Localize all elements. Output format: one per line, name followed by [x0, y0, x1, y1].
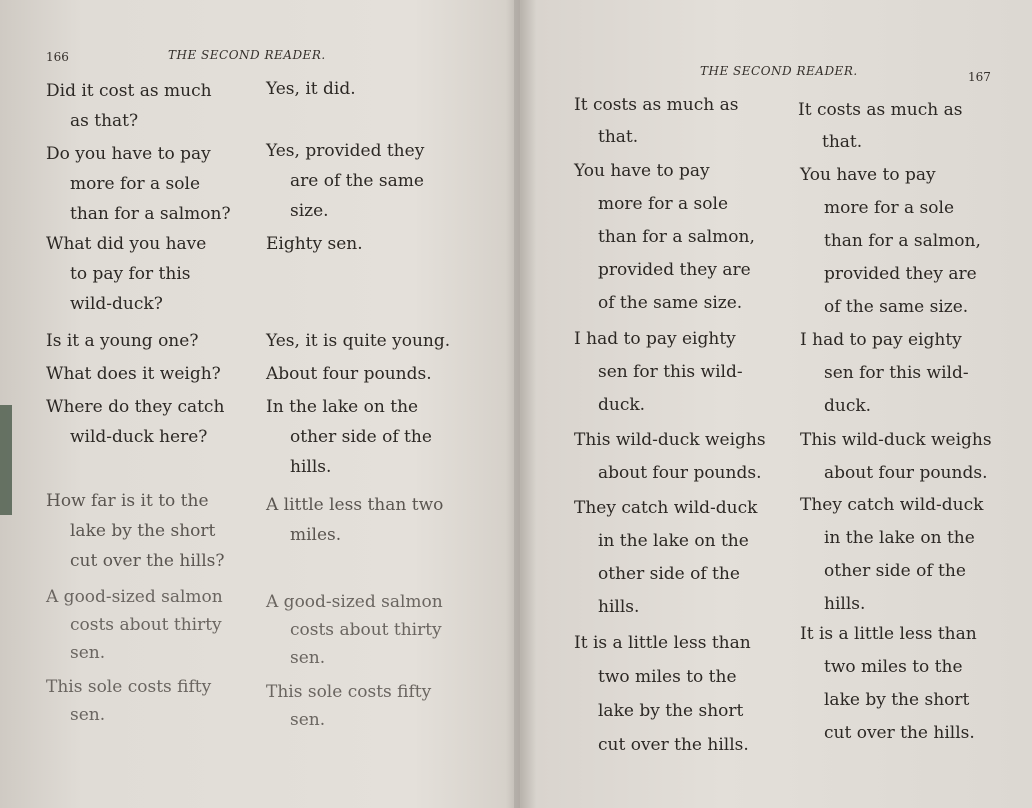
- text-line: more for a sole: [824, 198, 954, 218]
- text-line: I had to pay eighty: [800, 330, 962, 350]
- answer-entry: [266, 588, 443, 672]
- text-line: You have to pay: [800, 165, 936, 185]
- text-line: What did you have: [46, 234, 207, 254]
- text-line: of the same size.: [598, 293, 743, 313]
- text-line: size.: [290, 201, 329, 221]
- text-line: two miles to the: [824, 657, 963, 677]
- page-number: 167: [968, 70, 991, 84]
- statement-entry: [574, 155, 755, 320]
- text-line: This sole costs fifty: [266, 682, 432, 702]
- text-line: two miles to the: [598, 667, 737, 687]
- answer-entry: [266, 326, 450, 356]
- answer-entry: [266, 229, 363, 259]
- text-line: more for a sole: [598, 194, 728, 214]
- text-line: in the lake on the: [598, 531, 749, 551]
- text-line: lake by the short: [70, 521, 216, 541]
- text-line: hills.: [824, 594, 866, 614]
- text-line: Yes, it is quite young.: [266, 331, 451, 351]
- text-line: This wild-duck weighs: [800, 430, 992, 450]
- text-line: than for a salmon,: [598, 227, 755, 247]
- text-line: In the lake on the: [266, 397, 419, 417]
- text-line: lake by the short: [824, 690, 970, 710]
- question-entry: [46, 359, 221, 389]
- text-line: A good-sized salmon: [266, 592, 443, 612]
- text-line: hills.: [598, 597, 640, 617]
- text-line: It costs as much as: [798, 100, 963, 120]
- right-page: [518, 0, 1032, 808]
- text-line: lake by the short: [598, 701, 744, 721]
- running-head: THE SECOND READER.: [700, 64, 858, 78]
- text-line: cut over the hills.: [824, 723, 975, 743]
- text-line: costs about thirty: [290, 620, 442, 640]
- question-entry: [46, 326, 198, 356]
- text-line: This wild-duck weighs: [574, 430, 766, 450]
- text-line: It costs as much as: [574, 95, 739, 115]
- text-line: cut over the hills.: [598, 735, 749, 755]
- text-line: Do you have to pay: [46, 144, 211, 164]
- answer-entry: [266, 392, 432, 482]
- page-number: 166: [46, 50, 69, 64]
- text-line: cut over the hills?: [70, 551, 225, 571]
- text-line: You have to pay: [574, 161, 710, 181]
- text-line: What does it weigh?: [46, 364, 221, 384]
- statement-entry: [800, 489, 983, 621]
- running-head: THE SECOND READER.: [168, 48, 326, 62]
- text-line: wild-duck?: [70, 294, 163, 314]
- text-line: to pay for this: [70, 264, 191, 284]
- text-line: wild-duck here?: [70, 427, 208, 447]
- answer-entry: [266, 136, 424, 226]
- question-entry: [46, 76, 212, 136]
- text-line: A good-sized salmon: [46, 587, 223, 607]
- text-line: About four pounds.: [266, 364, 432, 384]
- statement-entry: [574, 492, 757, 624]
- question-entry: [46, 229, 206, 319]
- text-line: This sole costs fifty: [46, 677, 212, 697]
- text-line: They catch wild-duck: [574, 498, 758, 518]
- text-line: sen for this wild-: [598, 362, 743, 382]
- text-line: Yes, it did.: [266, 79, 356, 99]
- text-line: sen for this wild-: [824, 363, 969, 383]
- text-line: that.: [598, 127, 639, 147]
- text-line: than for a salmon,: [824, 231, 981, 251]
- text-line: duck.: [598, 395, 646, 415]
- text-line: other side of the: [598, 564, 740, 584]
- text-line: Did it cost as much: [46, 81, 212, 101]
- text-line: costs about thirty: [70, 615, 222, 635]
- question-entry: [46, 139, 231, 229]
- text-line: sen.: [70, 643, 106, 663]
- statement-entry: [798, 94, 962, 158]
- statement-entry: [800, 618, 977, 750]
- text-line: Eighty sen.: [266, 234, 363, 254]
- text-line: Where do they catch: [46, 397, 225, 417]
- text-line: sen.: [290, 648, 326, 668]
- text-line: miles.: [290, 525, 342, 545]
- text-line: than for a salmon?: [70, 204, 231, 224]
- question-entry: [46, 486, 224, 576]
- text-line: are of the same: [290, 171, 424, 191]
- text-line: of the same size.: [824, 297, 969, 317]
- text-line: Is it a young one?: [46, 331, 199, 351]
- text-line: sen.: [290, 710, 326, 730]
- text-line: about four pounds.: [824, 463, 988, 483]
- text-line: They catch wild-duck: [800, 495, 984, 515]
- statement-entry: [574, 626, 751, 762]
- text-line: as that?: [70, 111, 139, 131]
- text-line: about four pounds.: [598, 463, 762, 483]
- text-line: sen.: [70, 705, 106, 725]
- text-line: more for a sole: [70, 174, 200, 194]
- text-line: provided they are: [598, 260, 751, 280]
- question-entry: [46, 673, 211, 729]
- text-line: duck.: [824, 396, 872, 416]
- statement-entry: [800, 324, 969, 423]
- text-line: I had to pay eighty: [574, 329, 736, 349]
- text-line: hills.: [290, 457, 332, 477]
- statement-entry: [800, 424, 992, 490]
- text-line: A little less than two: [266, 495, 444, 515]
- statement-entry: [574, 424, 766, 490]
- answer-entry: [266, 490, 443, 550]
- answer-entry: [266, 678, 431, 734]
- statement-entry: [574, 323, 743, 422]
- text-line: Yes, provided they: [266, 141, 425, 161]
- statement-entry: [574, 89, 738, 153]
- text-line: that.: [822, 132, 863, 152]
- text-line: How far is it to the: [46, 491, 209, 511]
- text-line: It is a little less than: [800, 624, 977, 644]
- question-entry: [46, 583, 223, 667]
- text-line: provided they are: [824, 264, 977, 284]
- question-entry: [46, 392, 224, 452]
- text-line: in the lake on the: [824, 528, 975, 548]
- answer-entry: [266, 359, 432, 389]
- text-line: It is a little less than: [574, 633, 751, 653]
- text-line: other side of the: [290, 427, 432, 447]
- statement-entry: [800, 159, 981, 324]
- text-line: other side of the: [824, 561, 966, 581]
- answer-entry: [266, 74, 356, 104]
